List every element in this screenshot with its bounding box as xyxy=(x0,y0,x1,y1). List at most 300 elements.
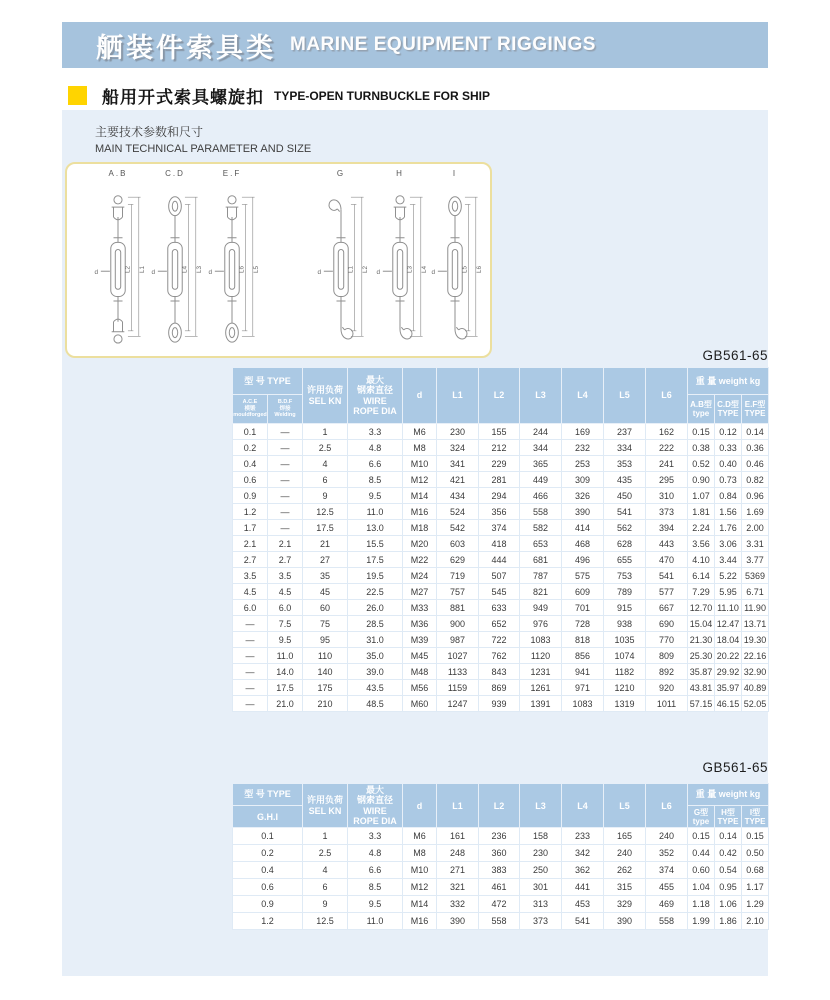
table-cell: 3.56 xyxy=(688,536,715,552)
table-cell: 222 xyxy=(646,440,688,456)
col-header-l4: L4 xyxy=(562,784,604,828)
table-cell: — xyxy=(233,680,268,696)
d-label: d xyxy=(208,268,213,276)
table-cell: 28.5 xyxy=(348,616,403,632)
dim-label: L4 xyxy=(181,266,189,274)
table-cell: 57.15 xyxy=(688,696,715,712)
table-cell: 1120 xyxy=(520,648,562,664)
table-cell: M14 xyxy=(403,488,437,504)
table-cell: 0.4 xyxy=(233,456,268,472)
table-cell: 789 xyxy=(604,584,646,600)
table-cell: 19.30 xyxy=(742,632,769,648)
table-cell: 11.0 xyxy=(348,913,403,930)
table-cell: 2.7 xyxy=(233,552,268,568)
table-cell: 165 xyxy=(604,828,646,845)
table-cell: 466 xyxy=(520,488,562,504)
table-cell: 0.73 xyxy=(715,472,742,488)
table-cell: 0.82 xyxy=(742,472,769,488)
table-cell: 240 xyxy=(604,845,646,862)
table-row xyxy=(233,616,769,632)
table-cell: 0.38 xyxy=(688,440,715,456)
dim-label: L5 xyxy=(461,266,469,274)
table-cell: M14 xyxy=(403,896,437,913)
table-cell: 294 xyxy=(479,488,520,504)
table-cell: 353 xyxy=(604,456,646,472)
table-cell: 0.14 xyxy=(715,828,742,845)
col-header-weight-cd: C.D型 TYPE xyxy=(715,395,742,424)
dim-label: L2 xyxy=(362,266,369,274)
table-cell: 435 xyxy=(604,472,646,488)
table-row xyxy=(233,648,769,664)
table-row xyxy=(233,632,769,648)
table-cell: 0.68 xyxy=(742,862,769,879)
col-header-d: d xyxy=(403,784,437,828)
table-cell: M8 xyxy=(403,440,437,456)
table-cell: — xyxy=(233,664,268,680)
turnbuckle-drawing xyxy=(147,179,203,349)
table-cell: 155 xyxy=(479,424,520,440)
parameter-heading xyxy=(95,123,311,155)
table-cell: 31.0 xyxy=(348,632,403,648)
turnbuckle-drawing xyxy=(313,179,369,349)
table-cell: 449 xyxy=(520,472,562,488)
table-cell: 655 xyxy=(604,552,646,568)
table-row xyxy=(233,520,769,536)
table-cell: 11.90 xyxy=(742,600,769,616)
col-header-l1: L1 xyxy=(437,784,479,828)
dim-label: L5 xyxy=(253,266,260,274)
table-cell: 496 xyxy=(562,552,604,568)
table-cell: 941 xyxy=(562,664,604,680)
table-cell: 0.2 xyxy=(233,845,303,862)
table-cell: 15.04 xyxy=(688,616,715,632)
table-cell: 690 xyxy=(646,616,688,632)
table-cell: 558 xyxy=(520,504,562,520)
table-cell: 210 xyxy=(303,696,348,712)
table-cell: 900 xyxy=(437,616,479,632)
table-cell: 0.15 xyxy=(688,828,715,845)
dim-label: L4 xyxy=(421,266,428,274)
table-cell: 4.5 xyxy=(233,584,268,600)
table-cell: M10 xyxy=(403,862,437,879)
dim-label: L3 xyxy=(406,266,414,274)
table-cell: 17.5 xyxy=(303,520,348,536)
table-cell: 541 xyxy=(562,913,604,930)
table-cell: 722 xyxy=(479,632,520,648)
table-cell: 1074 xyxy=(604,648,646,664)
table-cell: 1.76 xyxy=(715,520,742,536)
table-cell: 1231 xyxy=(520,664,562,680)
dim-label: L2 xyxy=(124,266,132,274)
table-cell: 545 xyxy=(479,584,520,600)
col-header-sel: 许用负荷 SEL KN xyxy=(303,784,348,828)
table-cell: 7.5 xyxy=(268,616,303,632)
table-cell: 469 xyxy=(646,896,688,913)
table-cell: 920 xyxy=(646,680,688,696)
d-label: d xyxy=(376,268,381,276)
figure-label: I xyxy=(452,169,458,178)
table-cell: 1.7 xyxy=(233,520,268,536)
table-cell: 562 xyxy=(604,520,646,536)
table-cell: 0.84 xyxy=(715,488,742,504)
table-cell: 1.69 xyxy=(742,504,769,520)
turnbuckle-drawing xyxy=(90,179,146,349)
table-cell: 443 xyxy=(646,536,688,552)
col-header-wire-rope-dia: 最大 钢索直径 WIRE ROPE DIA xyxy=(348,368,403,424)
dim-label: L6 xyxy=(238,266,246,274)
turnbuckle-drawing xyxy=(427,179,483,349)
table-cell: 441 xyxy=(562,879,604,896)
table-cell: 11.0 xyxy=(268,648,303,664)
table-cell: 230 xyxy=(437,424,479,440)
table-cell: M36 xyxy=(403,616,437,632)
spec-table-ghi xyxy=(232,783,769,930)
table-cell: 1.04 xyxy=(688,879,715,896)
col-header-type: 型 号 TYPE xyxy=(233,368,303,395)
table-cell: 332 xyxy=(437,896,479,913)
table-cell: M24 xyxy=(403,568,437,584)
table-row xyxy=(233,828,769,845)
table-cell: 60 xyxy=(303,600,348,616)
table-cell: 20.22 xyxy=(715,648,742,664)
table-cell: 2.7 xyxy=(268,552,303,568)
table-cell: — xyxy=(268,472,303,488)
table-cell: 542 xyxy=(437,520,479,536)
table-cell: 577 xyxy=(646,584,688,600)
table-cell: 770 xyxy=(646,632,688,648)
table-cell: 0.1 xyxy=(233,828,303,845)
table-cell: 0.50 xyxy=(742,845,769,862)
table-cell: 787 xyxy=(520,568,562,584)
content-sheet xyxy=(62,110,768,976)
dim-label: L1 xyxy=(347,266,355,274)
table-cell: 1083 xyxy=(562,696,604,712)
table-row xyxy=(233,600,769,616)
table-cell: 652 xyxy=(479,616,520,632)
table-cell: 236 xyxy=(479,828,520,845)
table-cell: 3.3 xyxy=(348,828,403,845)
table-cell: 9.5 xyxy=(348,488,403,504)
d-label: d xyxy=(317,268,322,276)
table-cell: — xyxy=(233,616,268,632)
table-cell: 728 xyxy=(562,616,604,632)
table-cell: 75 xyxy=(303,616,348,632)
table-row xyxy=(233,664,769,680)
table-cell: 3.31 xyxy=(742,536,769,552)
table-cell: M33 xyxy=(403,600,437,616)
table-cell: 1011 xyxy=(646,696,688,712)
table-cell: 237 xyxy=(604,424,646,440)
table-cell: 383 xyxy=(479,862,520,879)
standard-label: GB561-65 xyxy=(702,760,768,775)
table-cell: 558 xyxy=(646,913,688,930)
table-cell: 334 xyxy=(604,440,646,456)
table-cell: 856 xyxy=(562,648,604,664)
table-cell: 1.99 xyxy=(688,913,715,930)
table-cell: 12.5 xyxy=(303,504,348,520)
table-cell: 46.15 xyxy=(715,696,742,712)
col-header-l6: L6 xyxy=(646,784,688,828)
table-cell: 987 xyxy=(437,632,479,648)
table-cell: — xyxy=(233,648,268,664)
turnbuckle-figure-i xyxy=(427,169,483,349)
table-cell: 158 xyxy=(520,828,562,845)
table-cell: 939 xyxy=(479,696,520,712)
table-cell: 374 xyxy=(479,520,520,536)
table-cell: 341 xyxy=(437,456,479,472)
table-cell: 0.60 xyxy=(688,862,715,879)
col-header-l2: L2 xyxy=(479,368,520,424)
table-cell: — xyxy=(233,632,268,648)
col-header-weight-h: H型 TYPE xyxy=(715,806,742,828)
table-cell: 681 xyxy=(520,552,562,568)
d-label: d xyxy=(94,268,99,276)
dim-label: L3 xyxy=(196,266,203,274)
table-cell: 1.86 xyxy=(715,913,742,930)
table-cell: 15.5 xyxy=(348,536,403,552)
turnbuckle-figure-ef xyxy=(204,169,260,349)
table-cell: 0.15 xyxy=(742,828,769,845)
table-cell: 310 xyxy=(646,488,688,504)
table-cell: M20 xyxy=(403,536,437,552)
table-cell: M27 xyxy=(403,584,437,600)
table-cell: 3.77 xyxy=(742,552,769,568)
table-cell: 938 xyxy=(604,616,646,632)
table-cell: 21 xyxy=(303,536,348,552)
table-cell: 161 xyxy=(437,828,479,845)
table-cell: 6.6 xyxy=(348,862,403,879)
table-cell: 212 xyxy=(479,440,520,456)
col-header-l1: L1 xyxy=(437,368,479,424)
table-cell: 301 xyxy=(520,879,562,896)
table-cell: 0.46 xyxy=(742,456,769,472)
table-row xyxy=(233,536,769,552)
col-header-weight: 重 量 weight kg xyxy=(688,784,769,806)
table-cell: 0.9 xyxy=(233,896,303,913)
table-cell: 0.9 xyxy=(233,488,268,504)
table-cell: 262 xyxy=(604,862,646,879)
table-cell: 13.0 xyxy=(348,520,403,536)
table-cell: 17.5 xyxy=(268,680,303,696)
table-cell: 43.81 xyxy=(688,680,715,696)
table-cell: 4 xyxy=(303,456,348,472)
table-cell: 1.18 xyxy=(688,896,715,913)
table-cell: M10 xyxy=(403,456,437,472)
table-cell: 6.6 xyxy=(348,456,403,472)
table-cell: 309 xyxy=(562,472,604,488)
table-cell: 5.22 xyxy=(715,568,742,584)
table-cell: 4.8 xyxy=(348,440,403,456)
table-cell: 9 xyxy=(303,896,348,913)
col-header-l4: L4 xyxy=(562,368,604,424)
table-cell: 629 xyxy=(437,552,479,568)
table-cell: 240 xyxy=(646,828,688,845)
table-cell: 2.5 xyxy=(303,440,348,456)
table-cell: 43.5 xyxy=(348,680,403,696)
table-cell: 373 xyxy=(520,913,562,930)
table-cell: 17.5 xyxy=(348,552,403,568)
table-cell: 295 xyxy=(646,472,688,488)
figure-label: C.D xyxy=(165,169,185,178)
section-title-row xyxy=(68,83,490,108)
section-title-chinese: 船用开式索具螺旋扣 xyxy=(102,88,264,107)
table-cell: 342 xyxy=(562,845,604,862)
table-cell: 949 xyxy=(520,600,562,616)
table-cell: 1.29 xyxy=(742,896,769,913)
section-title-english: TYPE-OPEN TURNBUCKLE FOR SHIP xyxy=(274,88,491,103)
table-cell: 229 xyxy=(479,456,520,472)
table-cell: 35.0 xyxy=(348,648,403,664)
col-header-type-ace: A.C.E 模锻 mouldforged xyxy=(233,395,268,424)
table-cell: 140 xyxy=(303,664,348,680)
table-row xyxy=(233,456,769,472)
table-cell: 281 xyxy=(479,472,520,488)
table-cell: 390 xyxy=(437,913,479,930)
table-row xyxy=(233,552,769,568)
table-cell: 95 xyxy=(303,632,348,648)
table-cell: 628 xyxy=(604,536,646,552)
table-cell: 373 xyxy=(646,504,688,520)
table-cell: 821 xyxy=(520,584,562,600)
col-header-l3: L3 xyxy=(520,784,562,828)
table-cell: 3.44 xyxy=(715,552,742,568)
table-cell: 3.06 xyxy=(715,536,742,552)
table-cell: 450 xyxy=(604,488,646,504)
table-cell: 472 xyxy=(479,896,520,913)
table-cell: 11.0 xyxy=(348,504,403,520)
table-cell: 8.5 xyxy=(348,472,403,488)
figure-label: H xyxy=(396,169,404,178)
table-cell: 29.92 xyxy=(715,664,742,680)
table-cell: 455 xyxy=(646,879,688,896)
col-header-d: d xyxy=(403,368,437,424)
table-cell: 22.16 xyxy=(742,648,769,664)
table-cell: 27 xyxy=(303,552,348,568)
table-cell: M8 xyxy=(403,845,437,862)
table-cell: 9.5 xyxy=(348,896,403,913)
parameter-heading-english: MAIN TECHNICAL PARAMETER AND SIZE xyxy=(95,143,312,155)
page-header-banner xyxy=(62,22,768,68)
table-row xyxy=(233,696,769,712)
table-cell: 541 xyxy=(604,504,646,520)
table-cell: M56 xyxy=(403,680,437,696)
table-cell: M60 xyxy=(403,696,437,712)
table-cell: 0.44 xyxy=(688,845,715,862)
table-cell: 0.95 xyxy=(715,879,742,896)
table-cell: 19.5 xyxy=(348,568,403,584)
table-row xyxy=(233,879,769,896)
table-cell: 1 xyxy=(303,828,348,845)
table-cell: 0.15 xyxy=(688,424,715,440)
table-cell: 667 xyxy=(646,600,688,616)
turnbuckle-figure-h xyxy=(372,169,428,349)
table-cell: 1247 xyxy=(437,696,479,712)
col-header-l5: L5 xyxy=(604,368,646,424)
table-cell: 468 xyxy=(562,536,604,552)
table-cell: 7.29 xyxy=(688,584,715,600)
table-cell: 558 xyxy=(479,913,520,930)
table-cell: M16 xyxy=(403,504,437,520)
table-cell: 162 xyxy=(646,424,688,440)
table-cell: 390 xyxy=(604,913,646,930)
table-cell: 0.6 xyxy=(233,472,268,488)
table-cell: M18 xyxy=(403,520,437,536)
table-cell: 12.70 xyxy=(688,600,715,616)
table-cell: 1.2 xyxy=(233,913,303,930)
table-cell: 1261 xyxy=(520,680,562,696)
table-cell: M12 xyxy=(403,879,437,896)
table-cell: 4 xyxy=(303,862,348,879)
table-cell: 3.5 xyxy=(233,568,268,584)
dim-label: L6 xyxy=(476,266,483,274)
table-cell: 0.52 xyxy=(688,456,715,472)
table-cell: 1.06 xyxy=(715,896,742,913)
table-cell: 250 xyxy=(520,862,562,879)
table-cell: 418 xyxy=(479,536,520,552)
table-cell: 230 xyxy=(520,845,562,862)
table-cell: 365 xyxy=(520,456,562,472)
turnbuckle-figure-cd xyxy=(147,169,203,349)
table-cell: 21.30 xyxy=(688,632,715,648)
table-cell: 2.5 xyxy=(303,845,348,862)
table-cell: 0.42 xyxy=(715,845,742,862)
col-header-l3: L3 xyxy=(520,368,562,424)
table-cell: 13.71 xyxy=(742,616,769,632)
col-header-type: 型 号 TYPE xyxy=(233,784,303,806)
table-cell: — xyxy=(268,504,303,520)
table-cell: 244 xyxy=(520,424,562,440)
table-row xyxy=(233,584,769,600)
col-header-wire-rope-dia: 最大 钢索直径 WIRE ROPE DIA xyxy=(348,784,403,828)
dim-label: L1 xyxy=(139,266,146,274)
table-cell: 356 xyxy=(479,504,520,520)
col-header-weight-ef: E.F型 TYPE xyxy=(742,395,769,424)
figure-label: E.F xyxy=(222,169,242,178)
table-cell: 394 xyxy=(646,520,688,536)
table-cell: 701 xyxy=(562,600,604,616)
table-cell: 3.5 xyxy=(268,568,303,584)
page-title-chinese: 舾装件索具类 xyxy=(96,32,276,63)
table-cell: 2.00 xyxy=(742,520,769,536)
table-cell: 976 xyxy=(520,616,562,632)
table-row xyxy=(233,440,769,456)
table-cell: 6.71 xyxy=(742,584,769,600)
table-cell: 26.0 xyxy=(348,600,403,616)
table-cell: 892 xyxy=(646,664,688,680)
spec-table-body xyxy=(233,828,769,930)
col-header-weight: 重 量 weight kg xyxy=(688,368,769,395)
table-cell: 5369 xyxy=(742,568,769,584)
table-cell: 809 xyxy=(646,648,688,664)
table-cell: 9.5 xyxy=(268,632,303,648)
table-row xyxy=(233,845,769,862)
table-cell: 35 xyxy=(303,568,348,584)
table-cell: 374 xyxy=(646,862,688,879)
table-cell: 0.90 xyxy=(688,472,715,488)
d-label: d xyxy=(431,268,436,276)
table-cell: 6.14 xyxy=(688,568,715,584)
table-cell: 0.40 xyxy=(715,456,742,472)
table-cell: 360 xyxy=(479,845,520,862)
spec-table-body xyxy=(233,424,769,712)
table-cell: 52.05 xyxy=(742,696,769,712)
table-cell: 0.14 xyxy=(742,424,769,440)
table-cell: 0.1 xyxy=(233,424,268,440)
figure-label: A.B xyxy=(108,169,128,178)
table-cell: — xyxy=(233,696,268,712)
table-row xyxy=(233,424,769,440)
table-cell: 344 xyxy=(520,440,562,456)
